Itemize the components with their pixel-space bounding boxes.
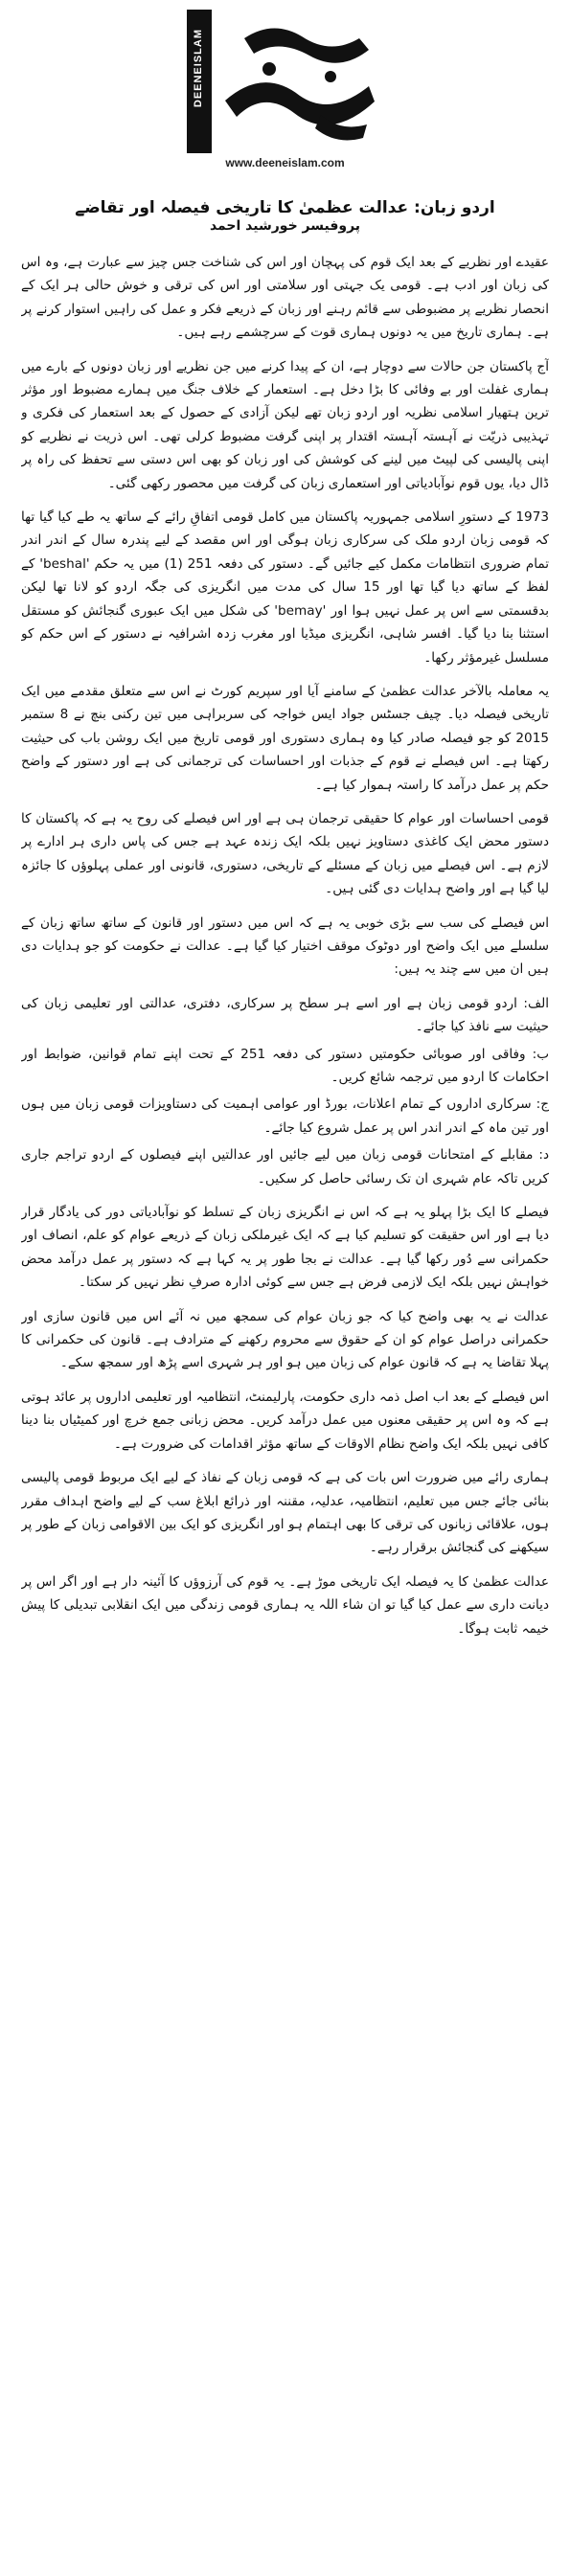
article-paragraph: عدالت عظمیٰ کا یہ فیصلہ ایک تاریخی موڑ ہے۔ یہ قوم کی آرزوؤں کا آئینہ دار ہے اور اگر اس پر دیانت داری سے عمل کیا گیا تو ان شاء اللہ یہ ہماری قومی زندگی میں ایک انقلابی تبدیلی کا پیش خیمہ ثابت ہوگا۔ [21,1573,549,1637]
article-paragraph: اس فیصلے کے بعد اب اصل ذمہ داری حکومت، پارلیمنٹ، انتظامیہ اور تعلیمی اداروں پر عائد ہوتی ہے کہ وہ اس پر حقیقی معنوں میں عمل درآمد کریں۔ محض زبانی جمع خرچ اور کمیٹیاں بنا دینا کافی نہیں بلکہ ایک واضح نظام الاوقات کے ساتھ مؤثر اقدامات کی ضرورت ہے۔ [21,1389,549,1452]
article-paragraph: یہ معاملہ بالآخر عدالت عظمیٰ کے سامنے آیا اور سپریم کورٹ نے اس سے متعلق مقدمے میں ایک تاریخی فیصلہ دیا۔ چیف جسٹس جواد ایس خواجہ کی سربراہی میں تین رکنی بنچ نے 8 ستمبر 2015 کو جو فیصلہ صادر کیا وہ ہماری دستوری اور قومی تاریخ میں ایک روشن باب کی حیثیت رکھتا ہے۔ اس فیصلے نے قوم کے جذبات اور احساسات کی ترجمانی کی ہے اور دستور کے واضح حکم پر عمل درآمد کا راستہ ہموار کیا ہے۔ [21,683,549,793]
article-paragraph: عدالت نے یہ بھی واضح کیا کہ جو زبان عوام کی سمجھ میں نہ آئے اس میں قانون سازی اور حکمرانی دراصل عوام کو ان کے حقوق سے محروم رکھنے کے مترادف ہے۔ قانون کی حکمرانی کا پہلا تقاضا یہ ہے کہ قانون عوام کی زبان میں ہو اور ہر شہری اسے پڑھ اور سمجھ سکے۔ [21,1308,549,1371]
article-paragraph: عقیدے اور نظریے کے بعد ایک قوم کی پہچان اور اس کی شناخت جس چیز سے عبارت ہے، وہ اس کی زبان اور ادب ہے۔ قومی یک جہتی اور سلامتی اور اس کی ترقی و خوش حالی ہر ایک کے انحصار نظریے پر مضبوطی سے قائم رہنے اور زبان کے ذریعے فکر و عمل کی راہیں استوار کرنے پر ہے۔ ہماری تاریخ میں یہ دونوں ہماری قوت کے سرچشمے رہے ہیں۔ [21,255,549,341]
article-paragraph: اس فیصلے کی سب سے بڑی خوبی یہ ہے کہ اس میں دستور اور قانون کے ساتھ ساتھ زبان کے سلسلے میں ایک واضح اور دوٹوک موقف اختیار کیا گیا ہے۔ عدالت نے حکومت کو جو ہدایات دی ہیں ان میں سے چند یہ ہیں: [21,915,549,978]
article-paragraph: فیصلے کا ایک بڑا پہلو یہ ہے کہ اس نے انگریزی زبان کے تسلط کو نوآبادیاتی دور کی یادگار قرار دیا ہے اور اس حقیقت کو تسلیم کیا ہے کہ ایک غیرملکی زبان کے ذریعے عوام کو علم، انصاف اور حکمرانی سے دُور رکھا گیا ہے۔ عدالت نے بجا طور پر یہ کہا ہے کہ دستور پر عمل درآمد محض خواہش نہیں بلکہ ایک لازمی فرض ہے جس سے کوئی ادارہ صرفِ نظر نہیں کر سکتا۔ [21,1205,549,1291]
article-paragraph: قومی احساسات اور عوام کا حقیقی ترجمان ہی ہے اور اس فیصلے کی روح یہ ہے کہ پاکستان کا دستور محض ایک کاغذی دستاویز نہیں بلکہ ایک زندہ عہد ہے جس کی پاس داری ہر ادارے پر لازم ہے۔ اس فیصلے میں زبان کے مسئلے کے تاریخی، دستوری، قانونی اور عملی پہلوؤں کا جائزہ لیا گیا ہے اور واضح ہدایات دی گئی ہیں۔ [21,810,549,897]
site-logo[interactable] [187,10,388,153]
directive-item: د: مقابلے کے امتحانات قومی زبان میں لیے جائیں اور عدالتیں اپنے فیصلوں کے اردو تراجم جاری کریں تاکہ عام شہری ان تک رسائی حاصل کر سکیں۔ [21,1147,549,1186]
directive-item: ب: وفاقی اور صوبائی حکومتیں دستور کی دفعہ 251 کے تحت اپنے تمام قوانین، ضوابط اور احکامات کا اردو میں ترجمہ شائع کریں۔ [21,1046,549,1085]
article-author: پروفیسر خورشید احمد [209,218,361,234]
article-paragraph: آج پاکستان جن حالات سے دوچار ہے، ان کے پیدا کرنے میں جن نظریے اور زبان دونوں کے بارے میں ہماری غفلت اور بے وفائی کا بڑا دخل ہے۔ استعمار کے خلاف جنگ میں ہمارے مضبوط اور مؤثر ترین ہتھیار اسلامی نظریہ اور اردو زبان تھے لیکن آزادی کے حصول کے بعد استعمار کی فکری و تہذیبی ذریّت نے آہستہ آہستہ اقتدار پر اپنی گرفت مضبوط کرلی تھی۔ اس ذریت نے نظریے کو اپنی پالیسی کی لپیٹ میں لینے کی کوشش کی اور زبان کو بھی اس دستی سے تحفظ کی راہ پر ڈال دیا، یوں قوم نوآبادیاتی اور استعماری زبان کی گرفت میں محصور رکھی گئی۔ [21,358,549,491]
logo-side-text: DEENEISLAM [193,29,204,108]
article-paragraph: 1973 کے دستورِ اسلامی جمہوریہ پاکستان میں کامل قومی اتفاقِ رائے کے ساتھ یہ طے کیا گیا تھا کہ قومی زبان اردو ملک کی سرکاری زبان ہوگی اور اس مقصد کے لیے پندرہ سال کے اندر اندر تمام ضروری انتظامات مکمل کیے جائیں گے۔ دستور کی دفعہ 251 (1) میں یہ حکم 'beshal' کے لفظ کے ساتھ دیا گیا تھا اور 15 سال کی مدت میں انگریزی کی جگہ اردو کو لانا تھا لیکن بدقسمتی سے اس پر عمل نہیں ہوا اور 'bemay' کی شکل میں ایک عبوری گنجائش کو مستقل استثنا بنا دیا گیا۔ افسر شاہی، انگریزی میڈیا اور مغرب زدہ اشرافیہ نے دستور کے اس حکم کو مسلسل غیرمؤثر رکھا۔ [21,509,549,666]
article-title: اردو زبان: عدالت عظمیٰ کا تاریخی فیصلہ اور تقاضے [75,198,495,218]
directive-item: ج: سرکاری اداروں کے تمام اعلانات، بورڈ اور عوامی اہمیت کی دستاویزات قومی زبان میں ہوں اور تین ماہ کے اندر اندر اس پر عمل شروع کیا جائے۔ [21,1096,549,1136]
directive-item: الف: اردو قومی زبان ہے اور اسے ہر سطح پر سرکاری، دفتری، عدالتی اور تعلیمی زبان کی حیثیت سے نافذ کیا جائے۔ [21,995,549,1035]
article-body [21,251,549,2566]
article-paragraph: ہماری رائے میں ضرورت اس بات کی ہے کہ قومی زبان کے نفاذ کے لیے ایک مربوط قومی پالیسی بنائی جائے جس میں تعلیم، انتظامیہ، عدلیہ، مقننہ اور ذرائع ابلاغ سب کے لیے واضح اہداف مقرر ہوں، علاقائی زبانوں کی ترقی کا بھی اہتمام ہو اور انگریزی کو ایک بین الاقوامی زبان کے طور پر سیکھنے کی گنجائش برقرار رہے۔ [21,1470,549,1556]
site-url[interactable]: www.deeneislam.com [225,156,345,169]
logo-calligraphy-icon [187,10,388,153]
masthead [0,0,570,177]
